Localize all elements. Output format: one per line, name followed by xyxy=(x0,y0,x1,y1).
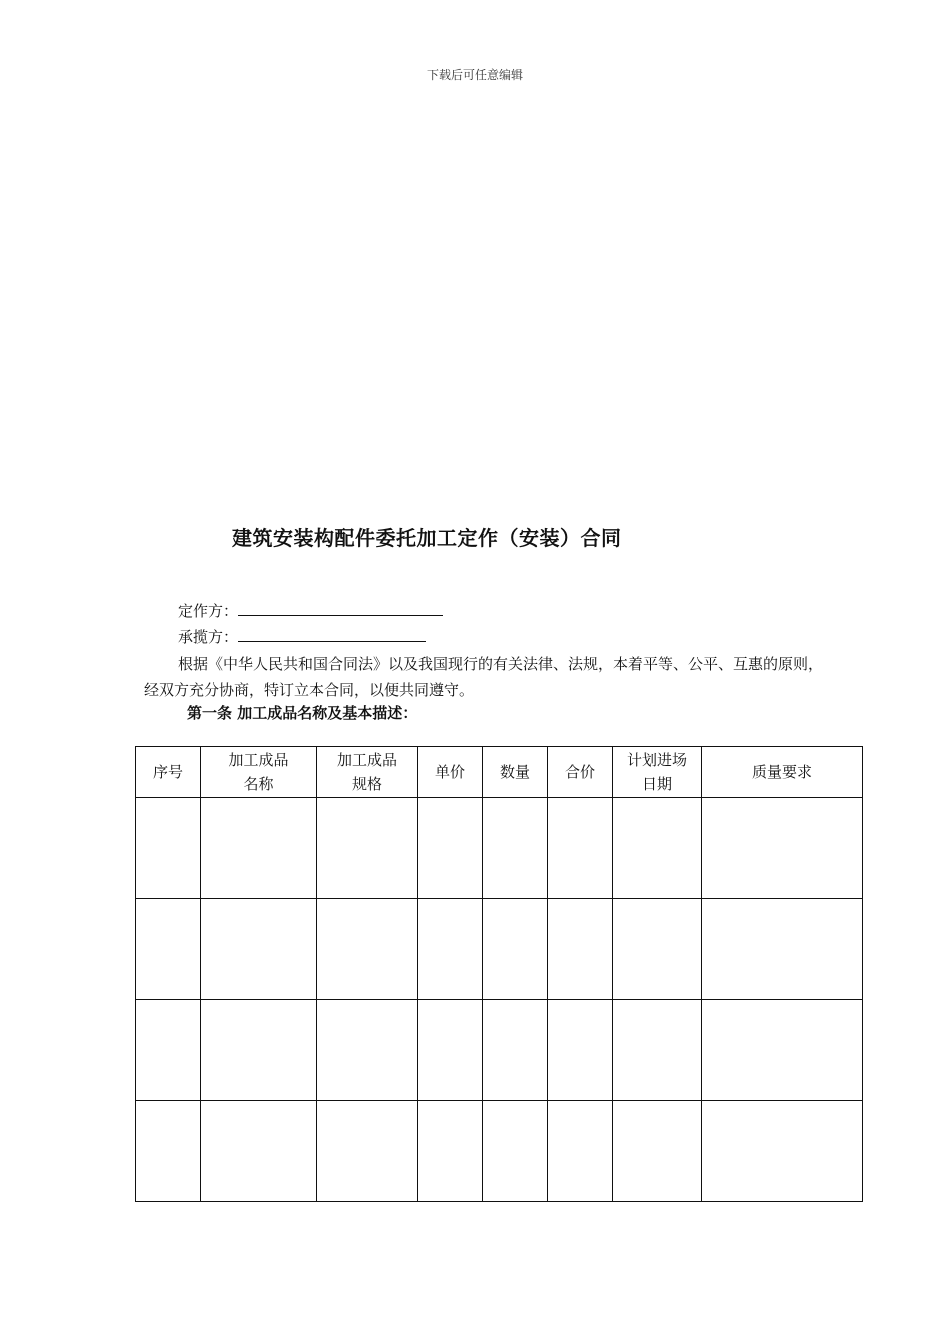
party-contractor-field[interactable] xyxy=(238,627,426,642)
table-cell[interactable] xyxy=(201,798,317,899)
table-cell[interactable] xyxy=(317,1000,418,1101)
table-cell[interactable] xyxy=(418,899,483,1000)
col-header-line: 名称 xyxy=(243,775,274,793)
table-cell[interactable] xyxy=(483,798,548,899)
table-cell[interactable] xyxy=(613,798,702,899)
table-cell[interactable] xyxy=(201,1000,317,1101)
table-cell[interactable] xyxy=(702,798,863,899)
table-cell[interactable] xyxy=(201,899,317,1000)
col-header-line: 合价 xyxy=(564,763,595,781)
party-client xyxy=(178,600,443,621)
table-cell[interactable] xyxy=(317,899,418,1000)
table-cell[interactable] xyxy=(136,1101,201,1202)
table-cell[interactable] xyxy=(702,899,863,1000)
col-header-unit-price xyxy=(418,747,483,798)
col-header-line: 数量 xyxy=(499,763,530,781)
table-cell[interactable] xyxy=(613,899,702,1000)
table-row xyxy=(136,1000,863,1101)
table-header-row xyxy=(136,747,863,798)
table-cell[interactable] xyxy=(483,1000,548,1101)
table-row xyxy=(136,1101,863,1202)
col-header-line: 质量要求 xyxy=(751,763,812,781)
table-cell[interactable] xyxy=(201,1101,317,1202)
table-cell[interactable] xyxy=(548,899,613,1000)
col-header-line: 加工成品 xyxy=(228,751,289,769)
col-header-total xyxy=(548,747,613,798)
table-cell[interactable] xyxy=(418,1101,483,1202)
party-contractor-label: 承揽方： xyxy=(178,628,239,646)
col-header-product-name xyxy=(201,747,317,798)
col-header-quantity xyxy=(483,747,548,798)
col-header-line: 日期 xyxy=(641,775,672,793)
table-cell[interactable] xyxy=(317,798,418,899)
party-contractor xyxy=(178,626,426,647)
document-title: 建筑安装构配件委托加工定作（安装）合同 xyxy=(232,526,622,550)
col-header-index xyxy=(136,747,201,798)
col-header-line: 加工成品 xyxy=(336,751,397,769)
table-cell[interactable] xyxy=(483,1101,548,1202)
table-cell[interactable] xyxy=(548,1000,613,1101)
table-cell[interactable] xyxy=(483,899,548,1000)
table-cell[interactable] xyxy=(613,1101,702,1202)
party-client-label: 定作方： xyxy=(178,602,239,620)
col-header-line: 序号 xyxy=(152,763,183,781)
items-table xyxy=(135,746,863,1202)
col-header-line: 计划进场 xyxy=(626,751,687,769)
table-cell[interactable] xyxy=(418,798,483,899)
table-cell[interactable] xyxy=(136,798,201,899)
table-cell[interactable] xyxy=(317,1101,418,1202)
party-client-field[interactable] xyxy=(238,601,443,616)
intro-paragraph: 根据《中华人民共和国合同法》以及我国现行的有关法律、法规，本着平等、公平、互惠的原则，经双方充分协商，特订立本合同，以便共同遵守。 xyxy=(144,655,824,699)
table-cell[interactable] xyxy=(613,1000,702,1101)
table-row xyxy=(136,798,863,899)
article-1-heading: 第一条 加工成品名称及基本描述： xyxy=(187,704,418,722)
table-cell[interactable] xyxy=(548,798,613,899)
table-cell[interactable] xyxy=(136,899,201,1000)
col-header-quality xyxy=(702,747,863,798)
col-header-entry-date xyxy=(613,747,702,798)
col-header-product-spec xyxy=(317,747,418,798)
table-cell[interactable] xyxy=(702,1000,863,1101)
table-cell[interactable] xyxy=(548,1101,613,1202)
table-cell[interactable] xyxy=(418,1000,483,1101)
table-cell[interactable] xyxy=(702,1101,863,1202)
col-header-line: 规格 xyxy=(351,775,382,793)
col-header-line: 单价 xyxy=(434,763,465,781)
table-row xyxy=(136,899,863,1000)
header-note: 下载后可任意编辑 xyxy=(426,68,523,82)
table-cell[interactable] xyxy=(136,1000,201,1101)
